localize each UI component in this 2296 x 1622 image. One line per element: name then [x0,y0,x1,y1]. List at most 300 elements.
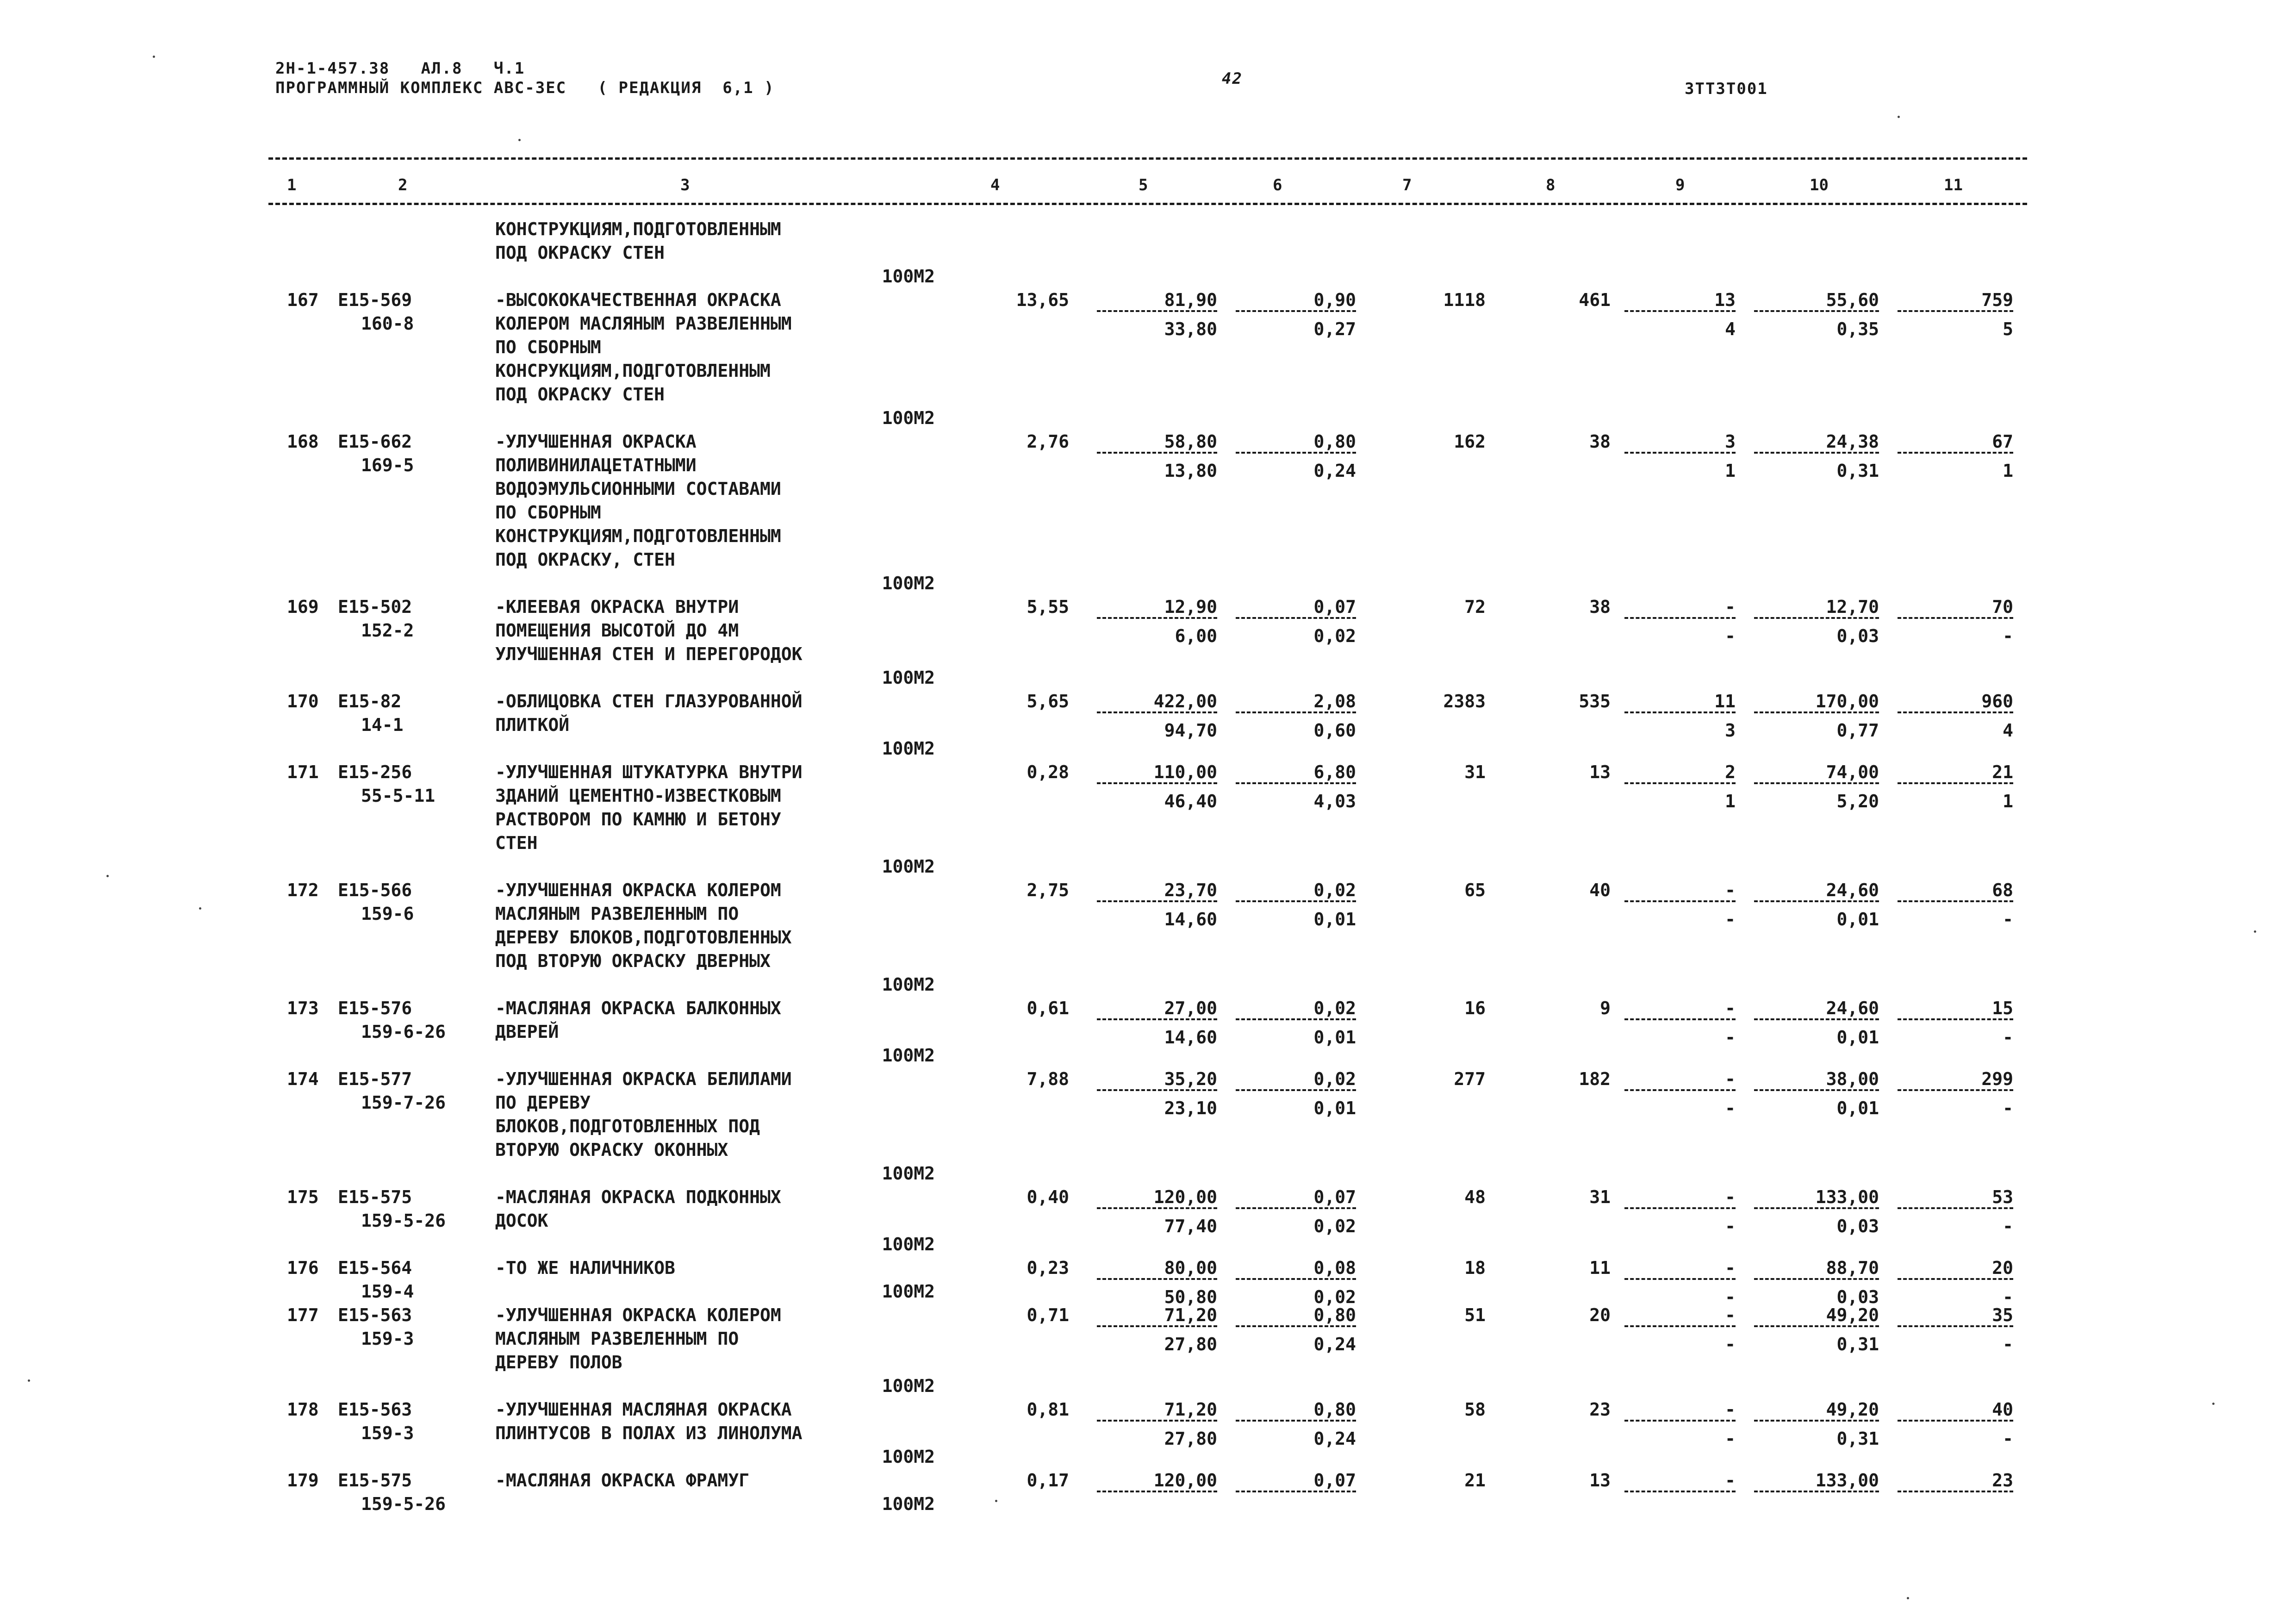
total-cost-value: 48 [1464,1187,1486,1207]
wages-total-value: 20 [1589,1305,1611,1325]
total-cost-value: 2383 [1443,691,1486,711]
wage-part-v11: - [2003,1287,2013,1307]
work-description-line: -ОБЛИЦОВКА СТЕН ГЛАЗУРОВАННОЙ [495,691,803,711]
subtotal-dash-rule [1624,452,1736,454]
wage-part-v10: 0,01 [1836,1098,1879,1118]
col-header-9: 9 [1675,176,1685,194]
wage-part-v5: 77,40 [1164,1216,1217,1236]
work-description-line: ПОМЕЩЕНИЯ ВЫСОТОЙ ДО 4М [495,620,739,641]
program-line: ПРОГРАММНЫЙ КОМПЛЕКС АВС-3ЕС ( РЕДАКЦИЯ 6,1 ) [275,79,775,97]
unit-price-v6: 0,90 [1313,290,1356,310]
work-description-line: ВОДОЭМУЛЬСИОННЫМИ СОСТАВАМИ [495,479,781,499]
subtotal-dash-rule [1754,310,1879,312]
table-row [268,288,2027,430]
scan-speck [2254,930,2256,933]
work-description-line: УЛУЧШЕННАЯ СТЕН И ПЕРЕГОРОДОК [495,644,803,664]
work-description-line: ПО СБОРНЫМ [495,337,601,357]
subtotal-dash-rule [1236,1207,1356,1209]
unit-price-v10: 133,00 [1815,1187,1879,1207]
subtotal-dash-rule [1236,782,1356,784]
wages-total-value: 535 [1579,691,1611,711]
work-description-line: КОНСРУКЦИЯМ,ПОДГОТОВЛЕННЫМ [495,361,771,381]
unit-price-v10: 55,60 [1826,290,1879,310]
quantity-value: 2,76 [1027,431,1069,452]
unit-price-v5: 110,00 [1153,762,1217,782]
work-description-line: ДЕРЕВУ БЛОКОВ,ПОДГОТОВЛЕННЫХ [495,927,792,948]
col-header-4: 4 [990,176,1000,194]
unit-price-v5: 120,00 [1153,1470,1217,1491]
scan-speck [199,907,201,910]
price-code-sub: 159-3 [361,1329,414,1349]
total-cost-value: 18 [1464,1258,1486,1278]
unit-price-v11: 21 [1992,762,2013,782]
wage-part-v10: 0,31 [1836,1429,1879,1449]
table-header-rule [268,203,2027,205]
table-row [268,430,2027,595]
wage-part-v9: - [1725,1027,1736,1048]
wage-part-v10: 0,01 [1836,909,1879,930]
unit-price-v5: 80,00 [1164,1258,1217,1278]
price-code-sub: 55-5-11 [361,786,436,806]
scan-speck [518,139,521,141]
row-number: 170 [287,691,319,711]
column-header-row [268,176,2027,199]
table-row [268,690,2027,761]
subtotal-dash-rule [1624,900,1736,902]
wage-part-v10: 0,31 [1836,461,1879,481]
subtotal-dash-rule [1898,1491,2013,1492]
table-row [268,1304,2027,1398]
unit-price-v6: 0,07 [1313,1470,1356,1491]
unit-price-v5: 422,00 [1153,691,1217,711]
subtotal-dash-rule [1097,310,1217,312]
page-number: 42 [1222,69,1243,88]
subtotal-dash-rule [1236,900,1356,902]
col-header-1: 1 [287,176,297,194]
unit-price-v5: 71,20 [1164,1305,1217,1325]
unit-price-v9: 13 [1714,290,1736,310]
row-number: 173 [287,998,319,1018]
subtotal-dash-rule [1754,617,1879,619]
subtotal-dash-rule [1097,1420,1217,1422]
row-number: 172 [287,880,319,900]
wage-part-v6: 0,27 [1313,319,1356,339]
quantity-value: 2,75 [1027,880,1069,900]
wage-part-v5: 13,80 [1164,461,1217,481]
wages-total-value: 38 [1589,597,1611,617]
work-description-line: БЛОКОВ,ПОДГОТОВЛЕННЫХ ПОД [495,1116,760,1136]
wage-part-v6: 4,03 [1313,791,1356,811]
subtotal-dash-rule [1624,711,1736,713]
total-cost-value: 162 [1454,431,1486,452]
wages-total-value: 182 [1579,1069,1611,1089]
price-code-sub: 159-7-26 [361,1092,446,1113]
wage-part-v10: 5,20 [1836,791,1879,811]
unit-price-v11: 23 [1992,1470,2013,1491]
wage-part-v10: 0,35 [1836,319,1879,339]
wage-part-v9: 1 [1725,461,1736,481]
work-description-line: ПЛИТКОЙ [495,715,570,735]
unit-price-v6: 0,80 [1313,1305,1356,1325]
unit-price-v10: 24,38 [1826,431,1879,452]
wage-part-v6: 0,02 [1313,626,1356,646]
price-code: Е15-575 [338,1187,412,1207]
subtotal-dash-rule [1754,782,1879,784]
price-code-sub: 159-5-26 [361,1494,446,1514]
wage-part-v9: - [1725,626,1736,646]
unit-price-v10: 38,00 [1826,1069,1879,1089]
subtotal-dash-rule [1898,1420,2013,1422]
table-body [268,218,2027,1516]
price-code: Е15-502 [338,597,412,617]
unit-label: 100М2 [882,1447,935,1467]
wage-part-v9: 1 [1725,791,1736,811]
row-number: 178 [287,1399,319,1420]
unit-label: 100М2 [882,408,935,428]
price-code: Е15-563 [338,1399,412,1420]
subtotal-dash-rule [1898,1278,2013,1280]
price-code: Е15-662 [338,431,412,452]
subtotal-dash-rule [1754,1018,1879,1020]
unit-price-v9: 11 [1714,691,1736,711]
subtotal-dash-rule [1898,711,2013,713]
wage-part-v10: 0,01 [1836,1027,1879,1048]
wage-part-v5: 6,00 [1175,626,1217,646]
quantity-value: 0,40 [1027,1187,1069,1207]
subtotal-dash-rule [1097,617,1217,619]
row-number: 174 [287,1069,319,1089]
table-row [268,761,2027,879]
unit-price-v9: 2 [1725,762,1736,782]
quantity-value: 0,23 [1027,1258,1069,1278]
wage-part-v6: 0,02 [1313,1216,1356,1236]
unit-price-v11: 68 [1992,880,2013,900]
row-number: 167 [287,290,319,310]
unit-price-v6: 0,02 [1313,880,1356,900]
unit-price-v5: 71,20 [1164,1399,1217,1420]
wage-part-v11: - [2003,1027,2013,1048]
wages-total-value: 31 [1589,1187,1611,1207]
wages-total-value: 13 [1589,762,1611,782]
wage-part-v11: 1 [2003,461,2013,481]
wage-part-v6: 0,24 [1313,1429,1356,1449]
subtotal-dash-rule [1097,1278,1217,1280]
table-row [268,879,2027,997]
wage-part-v10: 0,03 [1836,626,1879,646]
continuation-line: КОНСТРУКЦИЯМ,ПОДГОТОВЛЕННЫМ [495,219,781,239]
price-code-sub: 160-8 [361,313,414,334]
subtotal-dash-rule [1097,452,1217,454]
work-description-line: -КЛЕЕВАЯ ОКРАСКА ВНУТРИ [495,597,739,617]
work-description-line: -МАСЛЯНАЯ ОКРАСКА ПОДКОННЫХ [495,1187,781,1207]
unit-price-v10: 88,70 [1826,1258,1879,1278]
price-code: Е15-576 [338,998,412,1018]
wages-total-value: 38 [1589,431,1611,452]
price-code-sub: 159-6 [361,904,414,924]
price-code-sub: 152-2 [361,620,414,641]
scan-speck [995,1500,997,1502]
scan-speck [28,1379,30,1382]
wage-part-v11: 1 [2003,791,2013,811]
row-number: 168 [287,431,319,452]
unit-price-v5: 23,70 [1164,880,1217,900]
wage-part-v5: 27,80 [1164,1334,1217,1354]
price-code: Е15-82 [338,691,402,711]
unit-price-v5: 12,90 [1164,597,1217,617]
work-description-line: МАСЛЯНЫМ РАЗВЕЛЕННЫМ ПО [495,1329,739,1349]
col-header-6: 6 [1273,176,1282,194]
scan-speck [106,875,109,877]
unit-price-v10: 24,60 [1826,880,1879,900]
wage-part-v11: - [2003,1429,2013,1449]
continuation-block [268,218,2027,288]
wage-part-v5: 50,80 [1164,1287,1217,1307]
unit-label: 100М2 [882,974,935,995]
work-description-line: -УЛУЧШЕННАЯ ШТУКАТУРКА ВНУТРИ [495,762,803,782]
wage-part-v11: - [2003,1216,2013,1236]
subtotal-dash-rule [1624,1089,1736,1091]
subtotal-dash-rule [1097,711,1217,713]
work-description-line: -МАСЛЯНАЯ ОКРАСКА ФРАМУГ [495,1470,750,1491]
table-row [268,1398,2027,1469]
wage-part-v6: 0,01 [1313,1098,1356,1118]
row-number: 169 [287,597,319,617]
unit-price-v10: 170,00 [1815,691,1879,711]
unit-label: 100М2 [882,1281,935,1302]
wage-part-v11: 5 [2003,319,2013,339]
wage-part-v5: 14,60 [1164,1027,1217,1048]
subtotal-dash-rule [1624,782,1736,784]
unit-price-v10: 12,70 [1826,597,1879,617]
work-description-line: ПОД ВТОРУЮ ОКРАСКУ ДВЕРНЫХ [495,951,771,971]
col-header-8: 8 [1546,176,1556,194]
unit-price-v10: 24,60 [1826,998,1879,1018]
wage-part-v9: - [1725,1334,1736,1354]
subtotal-dash-rule [1754,711,1879,713]
price-code: Е15-563 [338,1305,412,1325]
table-row [268,1067,2027,1185]
wage-part-v10: 0,31 [1836,1334,1879,1354]
subtotal-dash-rule [1097,782,1217,784]
work-description-line: ПЛИНТУСОВ В ПОЛАХ ИЗ ЛИНОЛУМА [495,1423,803,1443]
unit-label: 100М2 [882,1494,935,1514]
subtotal-dash-rule [1754,1207,1879,1209]
subtotal-dash-rule [1624,1018,1736,1020]
unit-price-v5: 81,90 [1164,290,1217,310]
continuation-unit: 100М2 [882,266,935,287]
subtotal-dash-rule [1236,711,1356,713]
quantity-value: 13,65 [1016,290,1069,310]
work-description-line: ЗДАНИЙ ЦЕМЕНТНО-ИЗВЕСТКОВЫМ [495,786,781,806]
wages-total-value: 11 [1589,1258,1611,1278]
quantity-value: 0,17 [1027,1470,1069,1491]
unit-price-v10: 49,20 [1826,1399,1879,1420]
subtotal-dash-rule [1754,452,1879,454]
subtotal-dash-rule [1754,900,1879,902]
price-code-sub: 169-5 [361,455,414,475]
unit-price-v9: - [1725,1187,1736,1207]
subtotal-dash-rule [1236,1018,1356,1020]
unit-label: 100М2 [882,856,935,877]
col-header-11: 11 [1944,176,1963,194]
subtotal-dash-rule [1898,452,2013,454]
unit-price-v9: - [1725,998,1736,1018]
wage-part-v6: 0,01 [1313,909,1356,930]
subtotal-dash-rule [1898,617,2013,619]
subtotal-dash-rule [1236,1491,1356,1492]
unit-price-v11: 15 [1992,998,2013,1018]
scan-speck [2212,1403,2215,1405]
subtotal-dash-rule [1097,900,1217,902]
unit-price-v6: 0,07 [1313,597,1356,617]
wage-part-v9: 3 [1725,720,1736,741]
wages-total-value: 40 [1589,880,1611,900]
work-description-line: -ВЫСОКОКАЧЕСТВЕННАЯ ОКРАСКА [495,290,781,310]
price-code-sub: 14-1 [361,715,404,735]
unit-label: 100М2 [882,1376,935,1396]
wage-part-v9: - [1725,1287,1736,1307]
unit-price-v6: 0,02 [1313,998,1356,1018]
wage-part-v11: - [2003,1334,2013,1354]
wage-part-v6: 0,24 [1313,461,1356,481]
total-cost-value: 31 [1464,762,1486,782]
table-row [268,1185,2027,1256]
wages-total-value: 23 [1589,1399,1611,1420]
subtotal-dash-rule [1624,617,1736,619]
row-number: 175 [287,1187,319,1207]
work-description-line: МАСЛЯНЫМ РАЗВЕЛЕННЫМ ПО [495,904,739,924]
quantity-value: 0,81 [1027,1399,1069,1420]
price-code: Е15-256 [338,762,412,782]
unit-price-v6: 0,08 [1313,1258,1356,1278]
wage-part-v6: 0,02 [1313,1287,1356,1307]
unit-price-v9: - [1725,1069,1736,1089]
work-description-line: ДВЕРЕЙ [495,1022,559,1042]
scan-speck [153,56,155,58]
price-code: Е15-577 [338,1069,412,1089]
quantity-value: 7,88 [1027,1069,1069,1089]
unit-price-v6: 0,80 [1313,1399,1356,1420]
unit-price-v11: 759 [1981,290,2013,310]
price-code: Е15-564 [338,1258,412,1278]
work-description-line: -ТО ЖЕ НАЛИЧНИКОВ [495,1258,675,1278]
wage-part-v11: - [2003,909,2013,930]
subtotal-dash-rule [1898,310,2013,312]
row-number: 177 [287,1305,319,1325]
work-description-line: ПО ДЕРЕВУ [495,1092,591,1113]
unit-price-v6: 0,02 [1313,1069,1356,1089]
unit-price-v5: 120,00 [1153,1187,1217,1207]
subtotal-dash-rule [1898,782,2013,784]
wage-part-v11: - [2003,1098,2013,1118]
wage-part-v9: - [1725,1098,1736,1118]
total-cost-value: 21 [1464,1470,1486,1491]
subtotal-dash-rule [1754,1325,1879,1327]
work-description-line: КОНСТРУКЦИЯМ,ПОДГОТОВЛЕННЫМ [495,526,781,546]
unit-price-v5: 35,20 [1164,1069,1217,1089]
row-number: 179 [287,1470,319,1491]
unit-price-v10: 133,00 [1815,1470,1879,1491]
total-cost-value: 16 [1464,998,1486,1018]
scan-speck [1907,1597,1909,1599]
subtotal-dash-rule [1236,617,1356,619]
quantity-value: 0,28 [1027,762,1069,782]
col-header-3: 3 [680,176,690,194]
wage-part-v5: 33,80 [1164,319,1217,339]
price-code-sub: 159-3 [361,1423,414,1443]
work-description-line: ПОЛИВИНИЛАЦЕТАТНЫМИ [495,455,697,475]
work-description-line: -УЛУЧШЕННАЯ ОКРАСКА БЕЛИЛАМИ [495,1069,792,1089]
total-cost-value: 51 [1464,1305,1486,1325]
subtotal-dash-rule [1898,1207,2013,1209]
quantity-value: 0,71 [1027,1305,1069,1325]
subtotal-dash-rule [1097,1018,1217,1020]
wage-part-v5: 14,60 [1164,909,1217,930]
unit-price-v11: 960 [1981,691,2013,711]
unit-price-v9: 3 [1725,431,1736,452]
subtotal-dash-rule [1236,1089,1356,1091]
work-description-line: ПОД ОКРАСКУ СТЕН [495,384,665,405]
col-header-5: 5 [1139,176,1148,194]
unit-label: 100М2 [882,1234,935,1254]
subtotal-dash-rule [1624,1325,1736,1327]
work-description-line: ВТОРУЮ ОКРАСКУ ОКОННЫХ [495,1140,728,1160]
subtotal-dash-rule [1236,452,1356,454]
total-cost-value: 72 [1464,597,1486,617]
unit-price-v9: - [1725,1305,1736,1325]
subtotal-dash-rule [1236,1420,1356,1422]
work-description-line: -УЛУЧШЕННАЯ ОКРАСКА КОЛЕРОМ [495,1305,781,1325]
unit-label: 100М2 [882,668,935,688]
quantity-value: 0,61 [1027,998,1069,1018]
subtotal-dash-rule [1236,310,1356,312]
unit-label: 100М2 [882,573,935,593]
unit-price-v5: 58,80 [1164,431,1217,452]
unit-price-v9: - [1725,1399,1736,1420]
continuation-line: ПОД ОКРАСКУ СТЕН [495,243,665,263]
unit-price-v9: - [1725,1258,1736,1278]
scan-speck [1898,116,1900,118]
subtotal-dash-rule [1097,1207,1217,1209]
subtotal-dash-rule [1898,1089,2013,1091]
work-description-line: РАСТВОРОМ ПО КАМНЮ И БЕТОНУ [495,809,781,830]
doc-code-line: 2Н-1-457.38 АЛ.8 Ч.1 [275,59,525,78]
table-row [268,595,2027,690]
subtotal-dash-rule [1236,1325,1356,1327]
price-code-sub: 159-5-26 [361,1210,446,1231]
subtotal-dash-rule [1754,1089,1879,1091]
unit-price-v11: 20 [1992,1258,2013,1278]
unit-label: 100М2 [882,738,935,759]
wage-part-v6: 0,01 [1313,1027,1356,1048]
wage-part-v9: - [1725,909,1736,930]
price-code: Е15-575 [338,1470,412,1491]
wages-total-value: 13 [1589,1470,1611,1491]
table-row [268,997,2027,1067]
subtotal-dash-rule [1754,1278,1879,1280]
wage-part-v6: 0,24 [1313,1334,1356,1354]
col-header-10: 10 [1810,176,1829,194]
wage-part-v10: 0,03 [1836,1287,1879,1307]
subtotal-dash-rule [1754,1491,1879,1492]
subtotal-dash-rule [1898,1018,2013,1020]
work-description-line: -УЛУЧШЕННАЯ МАСЛЯНАЯ ОКРАСКА [495,1399,792,1420]
wage-part-v5: 94,70 [1164,720,1217,741]
unit-price-v11: 67 [1992,431,2013,452]
subtotal-dash-rule [1624,310,1736,312]
subtotal-dash-rule [1097,1089,1217,1091]
subtotal-dash-rule [1624,1207,1736,1209]
